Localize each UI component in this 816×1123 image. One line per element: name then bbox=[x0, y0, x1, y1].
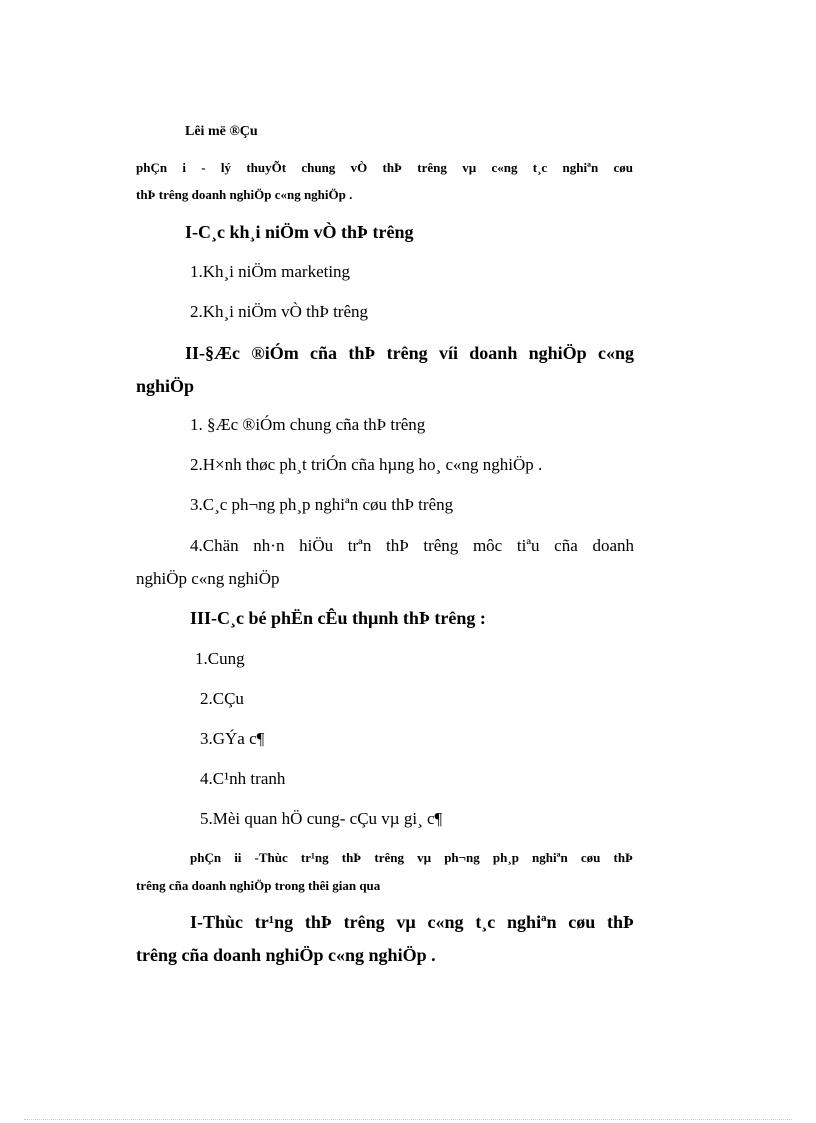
part-two-section-i-line-2: trêng cña doanh nghiÖp c«ng nghiÖp . bbox=[136, 945, 436, 965]
item-2-market-concept: 2.Kh¸i niÖm vÒ thÞ trêng bbox=[190, 302, 369, 321]
section-ii-heading-line-1: II-§Æc ®iÓm cña thÞ trêng víi doanh nghiÖp c«ng bbox=[185, 343, 634, 363]
part-one-title-line-2: thÞ trêng doanh nghiÖp c«ng nghiÖp . bbox=[136, 187, 353, 202]
part-two-section-i-line-1: I-Thùc tr¹ng thÞ trêng vµ c«ng t¸c nghiªn cøu thÞ bbox=[190, 912, 634, 932]
item-ii-3: 3.C¸c ph¬ng ph¸p nghiªn cøu thÞ trêng bbox=[190, 495, 454, 514]
part-one-title-line-1: phÇn i - lý thuyÕt chung vÒ thÞ trêng vµ c«ng t¸c nghiªn cøu bbox=[136, 160, 633, 175]
item-iii-2-demand: 2.CÇu bbox=[200, 689, 244, 708]
item-ii-4-line-2: nghiÖp c«ng nghiÖp bbox=[136, 569, 280, 588]
section-ii-heading-line-2: nghiÖp bbox=[136, 376, 195, 396]
page-bottom-rule bbox=[24, 1119, 792, 1120]
section-i-heading: I-C¸c kh¸i niÖm vÒ thÞ trêng bbox=[185, 222, 414, 242]
item-ii-1: 1. §Æc ®iÓm chung cña thÞ trêng bbox=[190, 415, 426, 434]
part-two-title-line-2: trêng cña doanh nghiÖp trong thêi gian qua bbox=[136, 878, 381, 893]
item-iii-1-supply: 1.Cung bbox=[195, 649, 245, 668]
item-ii-4-line-1: 4.Chän nh·n hiÖu trªn thÞ trêng môc tiªu cña doanh bbox=[190, 536, 634, 555]
section-iii-heading: III-C¸c bé phËn cÊu thµnh thÞ trêng : bbox=[190, 608, 486, 628]
part-two-title-line-1: phÇn ii -Thùc tr¹ng thÞ trêng vµ ph¬ng ph¸p nghiªn cøu thÞ bbox=[190, 850, 633, 865]
item-1-marketing: 1.Kh¸i niÖm marketing bbox=[190, 262, 351, 281]
item-iii-5-relationship: 5.Mèi quan hÖ cung- cÇu vµ gi¸ c¶ bbox=[200, 809, 443, 828]
item-iii-3-price: 3.GÝa c¶ bbox=[200, 729, 265, 748]
item-ii-2: 2.H×nh thøc ph¸t triÓn cña hµng ho¸ c«ng nghiÖp . bbox=[190, 455, 543, 474]
preface-heading: Lêi më ®Çu bbox=[185, 124, 258, 139]
item-iii-4-competition: 4.C¹nh tranh bbox=[200, 769, 286, 788]
